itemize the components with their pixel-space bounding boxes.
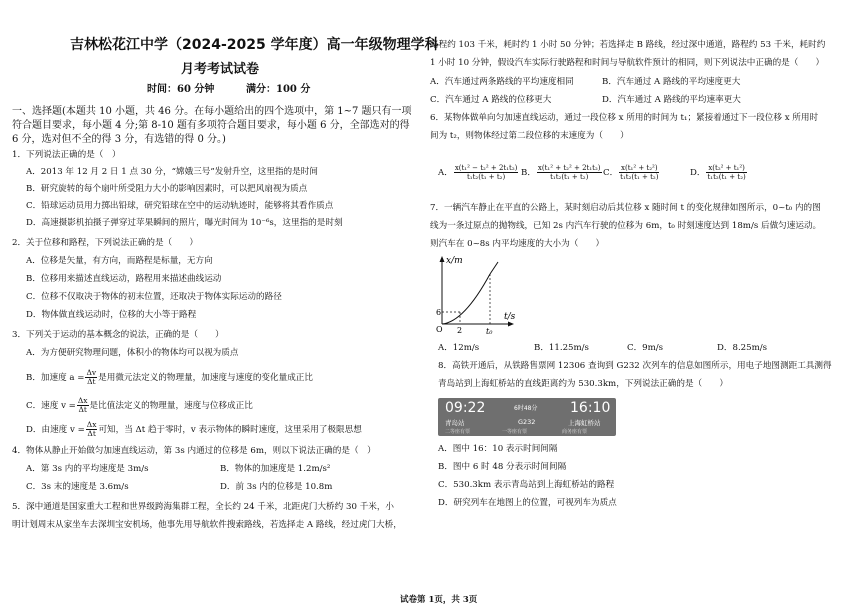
q1-option-b: B．研究旋转的每个扇叶所受阻力大小的影响因素时，可以把风扇视为质点 bbox=[26, 184, 308, 194]
q8-option-c: C．530.3km 表示青岛站到上海虹桥站的路程 bbox=[438, 480, 615, 490]
q6-d-fraction bbox=[706, 164, 746, 181]
q5-option-b: B．汽车通过 A 路线的平均速度更大 bbox=[602, 77, 741, 87]
q2-option-b: B．位移用来描述直线运动，路程用来描述曲线运动 bbox=[26, 274, 222, 284]
q7-line: 则汽车在 0~8s 内平均速度的大小为（ ） bbox=[430, 239, 605, 249]
page-subtitle: 月考考试试卷 bbox=[181, 62, 260, 77]
q3-b-prefix: B．加速度 a = bbox=[26, 373, 85, 383]
q3-option-a: A．为方便研究物理问题，体积小的物体均可以视为质点 bbox=[26, 348, 239, 358]
q8-line: 8．高铁开通后，从铁路售票网 12306 查询到 G232 次列车的信息如图所示，用电子地图测距工具测得 bbox=[438, 361, 832, 371]
q6-line: 6．某物体做单向匀加速直线运动，通过一段位移 x 所用的时间为 t₁；紧接着通过下一段位移 x 所用时 bbox=[430, 113, 819, 123]
q6-c-label: C． bbox=[603, 168, 619, 178]
graph-linear-segment bbox=[490, 262, 498, 274]
departure-time: 09:22 bbox=[445, 400, 486, 416]
q4-option-d: D．前 3s 内的位移是 10.8m bbox=[220, 482, 333, 492]
q6-d-denominator: t₁t₂(t₁ + t₂) bbox=[707, 173, 746, 181]
page-title: 吉林松花江中学（2024-2025 学年度）高一年级物理学科 bbox=[70, 37, 439, 53]
q3-b-denominator: Δt bbox=[87, 377, 96, 386]
q7-option-a: A．12m/s bbox=[438, 343, 480, 353]
q6-option-a bbox=[438, 164, 519, 181]
graph-tick-t0: t₀ bbox=[486, 327, 493, 336]
q6-b-numerator: x(t₁² + t₂² + 2t₁t₂) bbox=[537, 164, 601, 172]
q6-c-numerator: x(t₁² + t₂²) bbox=[621, 164, 658, 172]
q8-option-d: D．研究列车在地图上的位置，可视列车为质点 bbox=[438, 498, 617, 508]
q6-c-fraction bbox=[619, 164, 659, 181]
q7-displacement-graph bbox=[436, 254, 526, 336]
q7-line: 线为一条过原点的抛物线，已知 2s 内汽车行驶的位移为 6m，t₀ 时刻速度达到 18m/s 后做匀速运动。 bbox=[430, 221, 822, 231]
q3-option-d bbox=[26, 421, 362, 438]
section-intro-line: 符合题目要求，每小题 4 分;第 8-10 题有多项符合题目要求，每小题 6 分，全部选对的得 bbox=[12, 120, 410, 131]
q2-option-d: D．物体做直线运动时，位移的大小等于路程 bbox=[26, 310, 197, 320]
graph-y-label: x/m bbox=[446, 256, 463, 266]
q6-d-label: D． bbox=[690, 168, 706, 178]
q1-option-a: A．2013 年 12 月 2 日 1 点 30 分，“嫦娥三号”发射升空，这里指的是时间 bbox=[26, 167, 318, 177]
graph-tick-6: 6 bbox=[436, 308, 442, 317]
q8-option-a: A．图中 16：10 表示时间间隔 bbox=[438, 444, 558, 454]
train-ticket-screenshot bbox=[438, 398, 616, 436]
q4-option-b: B．物体的加速度是 1.2m/s² bbox=[220, 464, 331, 474]
q6-a-denominator: t₁t₂(t₁ + t₂) bbox=[466, 173, 506, 181]
q6-option-b bbox=[521, 164, 603, 181]
q3-d-denominator: Δt bbox=[87, 429, 96, 438]
q5-line: 路程约 103 千米，耗时约 1 小时 50 分钟；若选择走 B 路线，经过深中通道，路程约 53 千米，耗时约 bbox=[430, 40, 826, 50]
q6-option-d bbox=[690, 164, 748, 181]
q3-d-numerator: Δx bbox=[86, 420, 97, 429]
q3-c-suffix: 是比值法定义的物理量，速度与位移成正比 bbox=[89, 401, 253, 411]
q2-stem: 2．关于位移和路程，下列说法正确的是（ ） bbox=[12, 238, 198, 248]
graph-x-label: t/s bbox=[504, 312, 516, 322]
q6-b-label: B． bbox=[521, 168, 536, 178]
seat-business-class: 商务座有票 bbox=[562, 429, 588, 435]
q7-option-d: D．8.25m/s bbox=[717, 343, 768, 353]
q3-option-b bbox=[26, 369, 313, 386]
q6-c-denominator: t₁t₂(t₁ + t₂) bbox=[620, 173, 659, 181]
q3-d-prefix: D．由速度 v = bbox=[26, 425, 85, 435]
departure-station: 青岛站 bbox=[445, 419, 465, 427]
q6-a-label: A． bbox=[438, 168, 453, 178]
q4-stem: 4．物体从静止开始做匀加速直线运动，第 3s 内通过的位移是 6m，则以下说法正确的是（ ） bbox=[12, 446, 376, 456]
q5-line: 明计划周末从家坐车去深圳宝安机场，他事先用导航软件搜索路线，若选择走 A 路线，经过虎门大桥， bbox=[12, 520, 402, 530]
exam-score: 满分：100 分 bbox=[246, 84, 311, 95]
q3-d-suffix: 可知，当 Δt 趋于零时，v 表示物体的瞬时速度，这里采用了极限思想 bbox=[98, 425, 362, 435]
graph-parabola bbox=[442, 274, 490, 324]
q5-option-d: D．汽车通过 A 路线的平均速率更大 bbox=[602, 95, 741, 105]
q5-line: 5．深中通道是国家重大工程和世界级跨海集群工程，全长约 24 千米，北距虎门大桥约 30 千米，小 bbox=[12, 502, 395, 512]
q3-stem: 3．下列关于运动的基本概念的说法，正确的是（ ） bbox=[12, 330, 224, 340]
graph-y-arrow bbox=[440, 256, 445, 262]
q3-option-c bbox=[26, 397, 253, 414]
graph-x-arrow bbox=[508, 322, 514, 327]
q4-option-c: C．3s 末的速度是 3.6m/s bbox=[26, 482, 129, 492]
section-intro-line: 6 分，选对但不全的得 3 分，有选错的得 0 分。) bbox=[12, 134, 226, 145]
q3-b-suffix: 是用微元法定义的物理量，加速度与速度的变化量成正比 bbox=[98, 373, 313, 383]
exam-time: 时间：60 分钟 bbox=[147, 84, 215, 95]
q1-option-d: D．高速摄影机拍摄子弹穿过苹果瞬间的照片，曝光时间为 10⁻⁶s，这里指的是时刻 bbox=[26, 218, 343, 228]
q4-option-a: A．第 3s 内的平均速度是 3m/s bbox=[26, 464, 149, 474]
q6-a-fraction bbox=[454, 164, 519, 181]
q3-d-fraction bbox=[86, 421, 98, 438]
q3-b-fraction bbox=[85, 369, 97, 386]
graph-tick-2: 2 bbox=[457, 326, 463, 335]
q5-line: 1 小时 10 分钟，假设汽车实际行驶路程和时间与导航软件预计的相同，则下列说法中正确的是（ ） bbox=[430, 58, 825, 68]
q1-stem: 1．下列说法正确的是（ ） bbox=[12, 150, 121, 160]
q6-option-c bbox=[603, 164, 660, 181]
q3-b-numerator: Δv bbox=[86, 368, 97, 377]
graph-origin: O bbox=[436, 325, 443, 334]
q6-d-numerator: x(t₂² + t₁²) bbox=[708, 164, 745, 172]
q5-option-a: A．汽车通过两条路线的平均速度相同 bbox=[430, 77, 574, 87]
train-number: G232 bbox=[518, 418, 536, 426]
q7-option-c: C．9m/s bbox=[627, 343, 664, 353]
q7-option-b: B．11.25m/s bbox=[534, 343, 589, 353]
q2-option-c: C．位移不仅取决于物体的初末位置，还取决于物体实际运动的路径 bbox=[26, 292, 282, 302]
q3-c-prefix: C．速度 v = bbox=[26, 401, 76, 411]
arrival-station: 上海虹桥站 bbox=[568, 419, 601, 427]
q3-c-numerator: Δx bbox=[77, 396, 88, 405]
page-footer: 试卷第 1页，共 3页 bbox=[400, 595, 478, 605]
q2-option-a: A．位移是矢量，有方向，而路程是标量，无方向 bbox=[26, 256, 213, 266]
seat-second-class: 二等座有票 bbox=[445, 429, 471, 435]
section-intro-line: 一、选择题(本题共 10 小题，共 46 分。在每小题给出的四个选项中，第 1~7 题只有一项 bbox=[12, 106, 412, 117]
q8-line: 青岛站到上海虹桥站的直线距离约为 530.3km，下列说法正确的是（ ） bbox=[438, 379, 728, 389]
q6-b-denominator: t₁t₂(t₁ + t₂) bbox=[550, 173, 589, 181]
arrival-time: 16:10 bbox=[570, 400, 611, 416]
q3-c-denominator: Δt bbox=[78, 405, 87, 414]
q6-line: 间为 t₂，则物体经过第二段位移的末速度为（ ） bbox=[430, 131, 629, 141]
q5-option-c: C．汽车通过 A 路线的位移更大 bbox=[430, 95, 552, 105]
q8-option-b: B．图中 6 时 48 分表示时间间隔 bbox=[438, 462, 567, 472]
q3-c-fraction bbox=[77, 397, 89, 414]
q6-b-fraction bbox=[537, 164, 602, 181]
q6-a-numerator: x(t₁² − t₂² + 2t₁t₂) bbox=[454, 164, 518, 172]
q1-option-c: C．铅球运动员用力掷出铅球，研究铅球在空中的运动轨迹时，能够将其看作质点 bbox=[26, 201, 334, 211]
q7-line: 7．一辆汽车静止在平直的公路上，某时刻启动后其位移 x 随时间 t 的变化规律如图所示，0~t₀ 内的图 bbox=[430, 203, 821, 213]
seat-first-class: 一等座有票 bbox=[502, 429, 528, 435]
trip-duration: 6时48分 bbox=[514, 405, 538, 412]
